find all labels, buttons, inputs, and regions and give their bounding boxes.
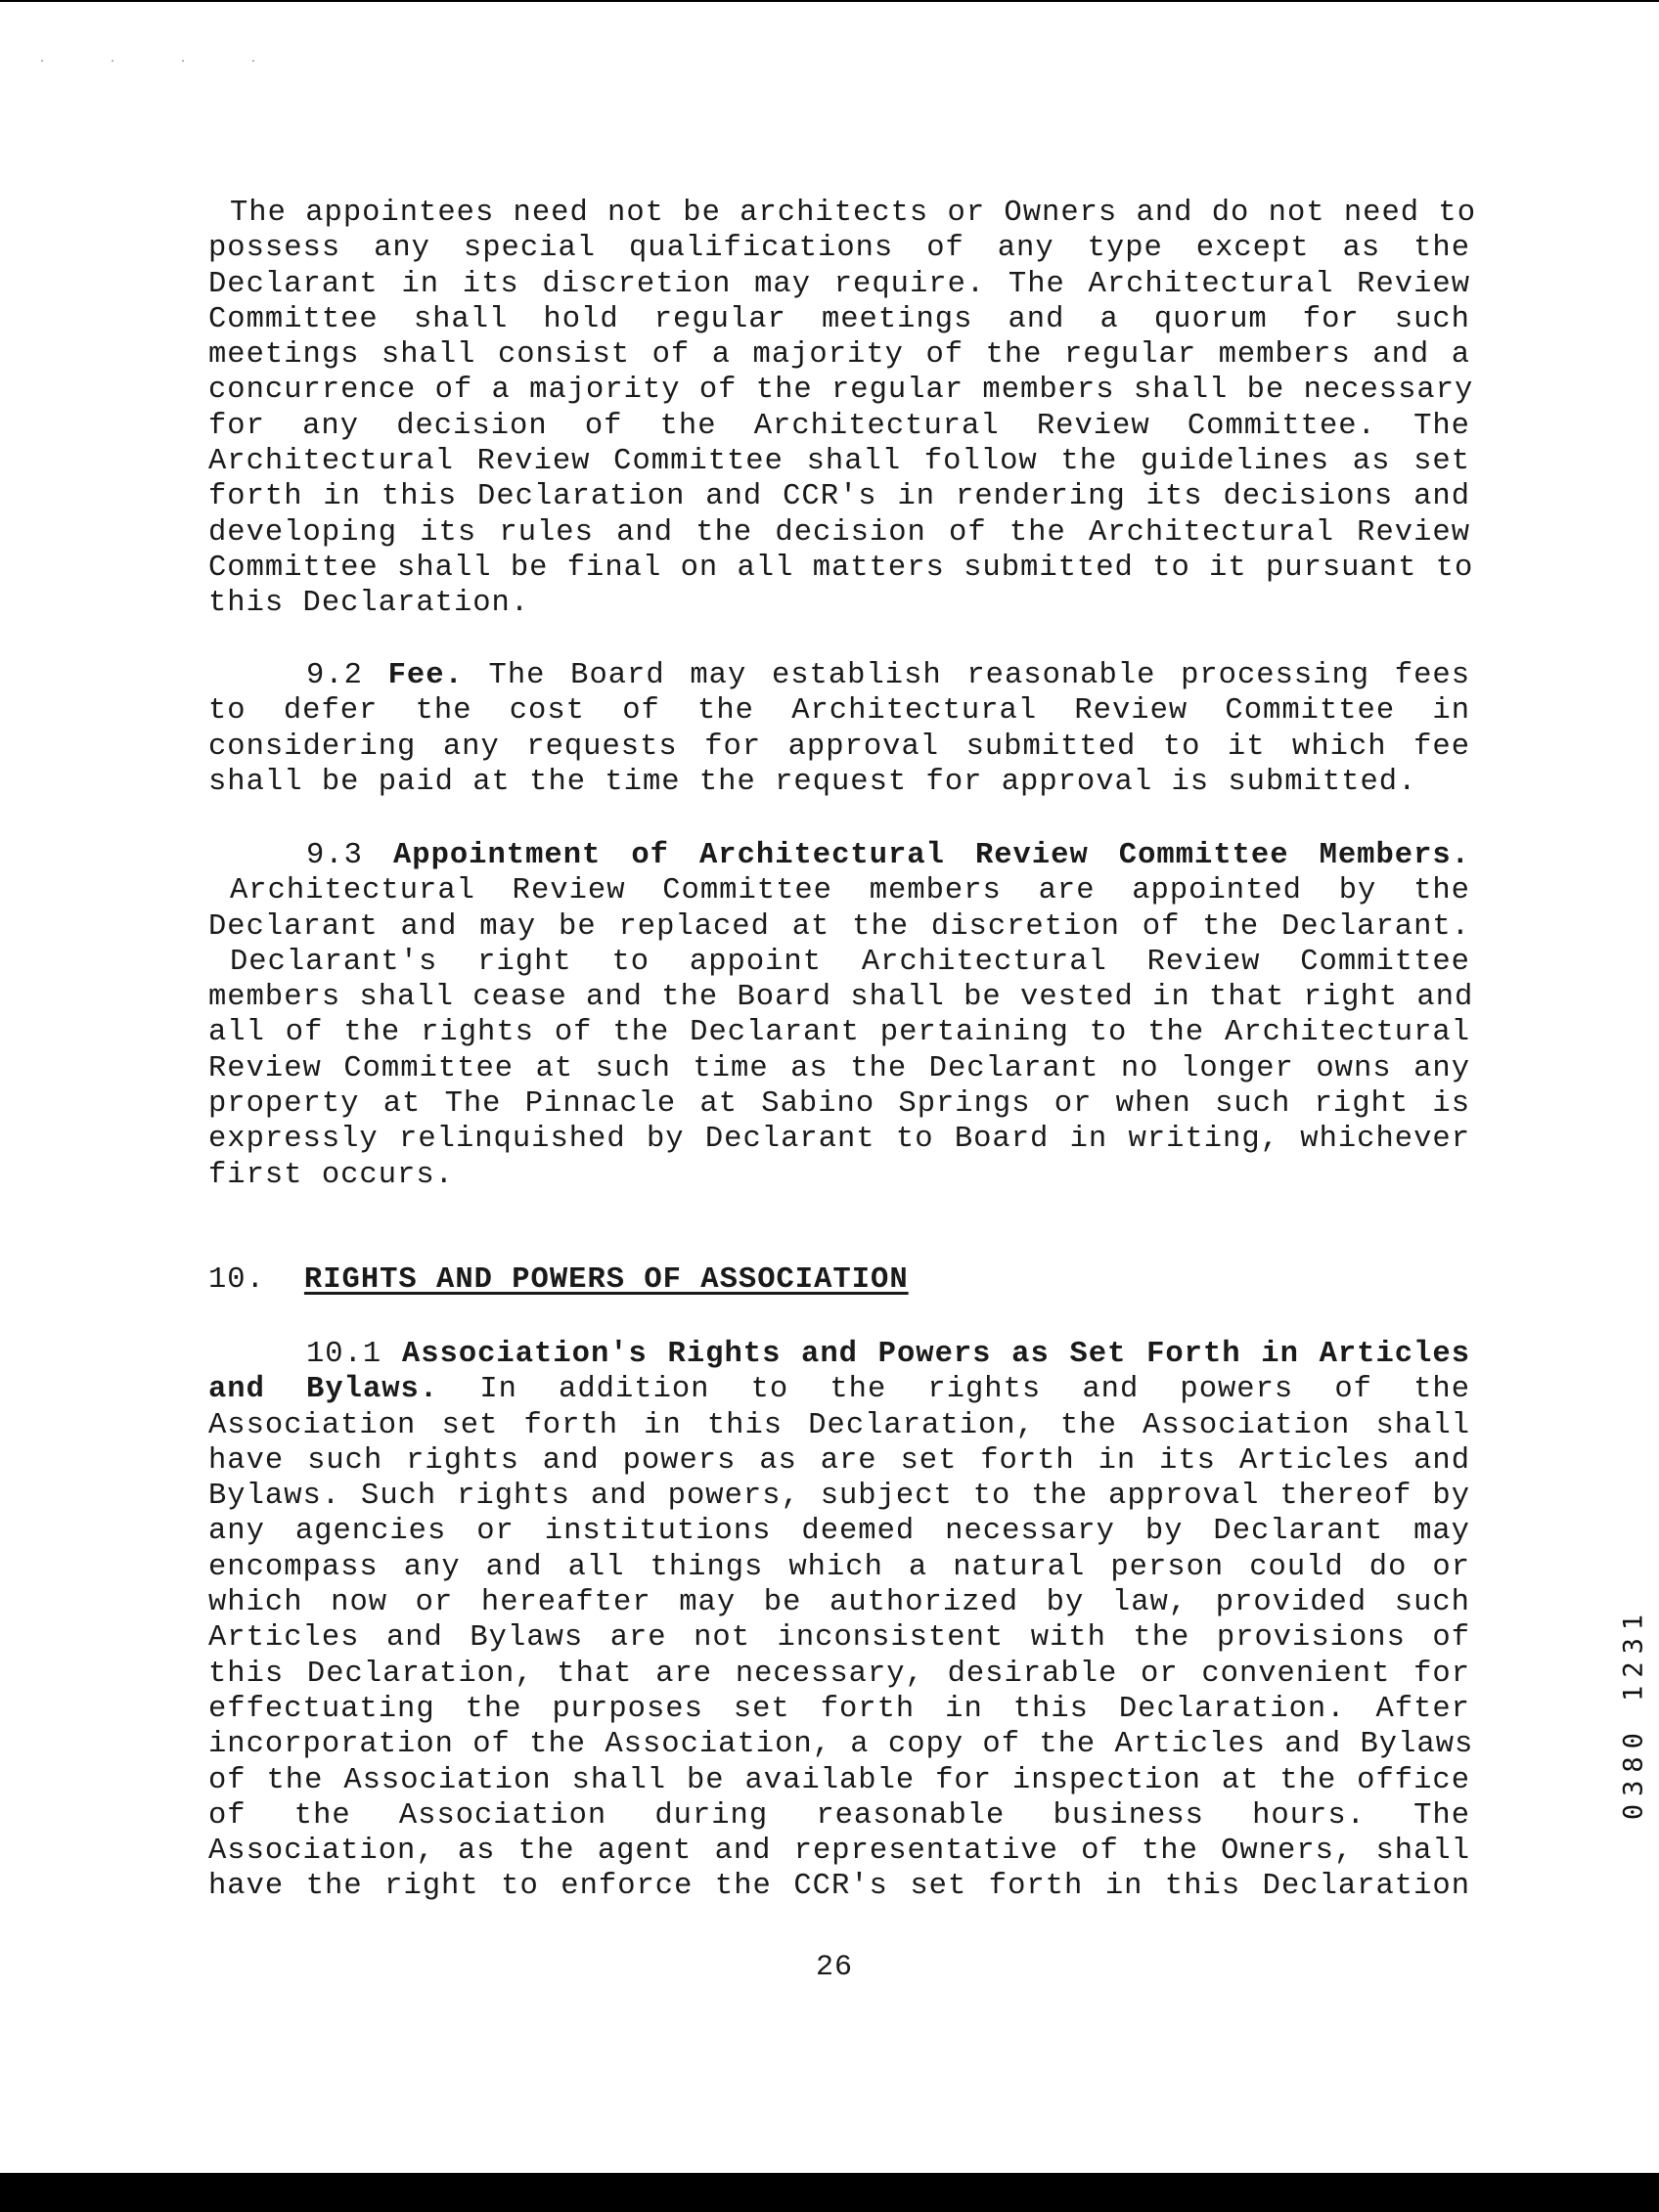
text-line: Articles and Bylaws are not inconsistent with the provisions of xyxy=(208,1621,1470,1656)
section-title-continued: and Bylaws. xyxy=(208,1373,439,1407)
section-number: 10. xyxy=(208,1263,265,1297)
paragraph-9-1-continued xyxy=(208,196,1476,622)
text-line: for any decision of the Architectural Review Committee. The xyxy=(208,409,1470,443)
recording-stamp-text: 0380 1231 xyxy=(1618,1606,1649,1821)
text-line: have such rights and powers as are set forth in its Articles and xyxy=(208,1443,1470,1478)
section-10-heading xyxy=(208,1262,909,1298)
text-line: this Declaration. xyxy=(208,587,530,621)
text-line: Architectural Review Committee members are appointed by the xyxy=(230,874,1470,908)
section-number: 9.2 xyxy=(306,659,363,692)
text-line: Association, as the agent and representative of the Owners, shall xyxy=(208,1835,1470,1869)
text-line: developing its rules and the decision of the Architectural Review xyxy=(208,515,1470,550)
text-line: Bylaws. Such rights and powers, subject to the approval thereof by xyxy=(208,1480,1470,1514)
text-line: Committee shall be final on all matters submitted to it pursuant to xyxy=(208,551,1474,585)
scan-bottom-band xyxy=(0,2173,1659,2212)
section-10-1 xyxy=(208,1337,1474,1905)
text-fragment: In addition to the rights and powers of the xyxy=(479,1373,1470,1407)
section-9-2-first-line xyxy=(208,658,1470,693)
text-line: effectuating the purposes set forth in this Declaration. After xyxy=(208,1692,1470,1726)
text-line: this Declaration, that are necessary, desirable or convenient for xyxy=(208,1657,1470,1691)
text-line: shall be paid at the time the request for approval is submitted. xyxy=(208,765,1417,799)
text-line: considering any requests for approval submitted to it which fee xyxy=(208,730,1470,764)
top-border xyxy=(0,0,1659,2)
text-line: members shall cease and the Board shall be vested in that right and xyxy=(208,981,1474,1015)
section-10-1-second-line xyxy=(208,1372,1470,1407)
text-line: Declarant and may be replaced at the discretion of the Declarant. xyxy=(208,909,1470,944)
section-title: RIGHTS AND POWERS OF ASSOCIATION xyxy=(303,1263,909,1297)
text-line: Association set forth in this Declaration, the Association shall xyxy=(208,1408,1470,1442)
text-line: Declarant in its discretion may require. The Architectural Review xyxy=(208,267,1470,301)
text-fragment: The Board may establish reasonable processing fees xyxy=(488,659,1471,692)
text-line: of the Association shall be available for inspection at the office xyxy=(208,1763,1470,1797)
text-line: have the right to enforce the CCR's set forth in this Declaration xyxy=(208,1870,1470,1904)
text-line: Committee shall hold regular meetings and a quorum for such xyxy=(208,302,1470,336)
text-line: Architectural Review Committee shall follow the guidelines as set xyxy=(208,445,1470,479)
text-line: of the Association during reasonable business hours. The xyxy=(208,1798,1470,1833)
text-line: incorporation of the Association, a copy of the Articles and Bylaws xyxy=(208,1728,1474,1762)
text-line: forth in this Declaration and CCR's in rendering its decisions and xyxy=(208,480,1470,514)
section-number: 9.3 xyxy=(306,839,363,872)
section-title: Appointment of Architectural Review Committee Members. xyxy=(392,839,1470,872)
text-line: all of the rights of the Declarant pertaining to the Architectural xyxy=(208,1016,1470,1050)
text-line: Review Committee at such time as the Declarant no longer owns any xyxy=(208,1051,1470,1085)
section-title: Fee. xyxy=(387,659,464,692)
section-9-2 xyxy=(208,658,1470,800)
text-line: The appointees need not be architects or Owners and do not need to xyxy=(230,197,1476,230)
text-line: encompass any and all things which a natural person could do or xyxy=(208,1550,1470,1584)
section-number: 10.1 xyxy=(306,1338,382,1371)
text-line: expressly relinquished by Declarant to Board in writing, whichever xyxy=(208,1123,1470,1157)
scan-specks: · · · · xyxy=(39,57,287,67)
text-line: first occurs. xyxy=(208,1158,454,1192)
section-9-3 xyxy=(208,838,1474,1193)
section-9-3-heading-line xyxy=(208,838,1470,873)
text-line: any agencies or institutions deemed necessary by Declarant may xyxy=(208,1515,1470,1549)
recording-stamp xyxy=(1619,1547,1648,1880)
text-line: property at The Pinnacle at Sabino Springs or when such right is xyxy=(208,1087,1470,1122)
section-title: Association's Rights and Powers as Set Forth in Articles xyxy=(401,1338,1470,1371)
text-line: concurrence of a majority of the regular members shall be necessary xyxy=(208,374,1474,408)
text-line: to defer the cost of the Architectural Review Committee in xyxy=(208,694,1470,729)
text-line: possess any special qualifications of any type except as the xyxy=(208,232,1470,266)
section-10-1-heading-line xyxy=(208,1337,1470,1372)
text-line: Declarant's right to appoint Architectural Review Committee xyxy=(230,945,1470,979)
text-line: meetings shall consist of a majority of the regular members and a xyxy=(208,338,1470,373)
text-line: which now or hereafter may be authorized by law, provided such xyxy=(208,1586,1470,1620)
page-number: 26 xyxy=(815,1951,853,1984)
